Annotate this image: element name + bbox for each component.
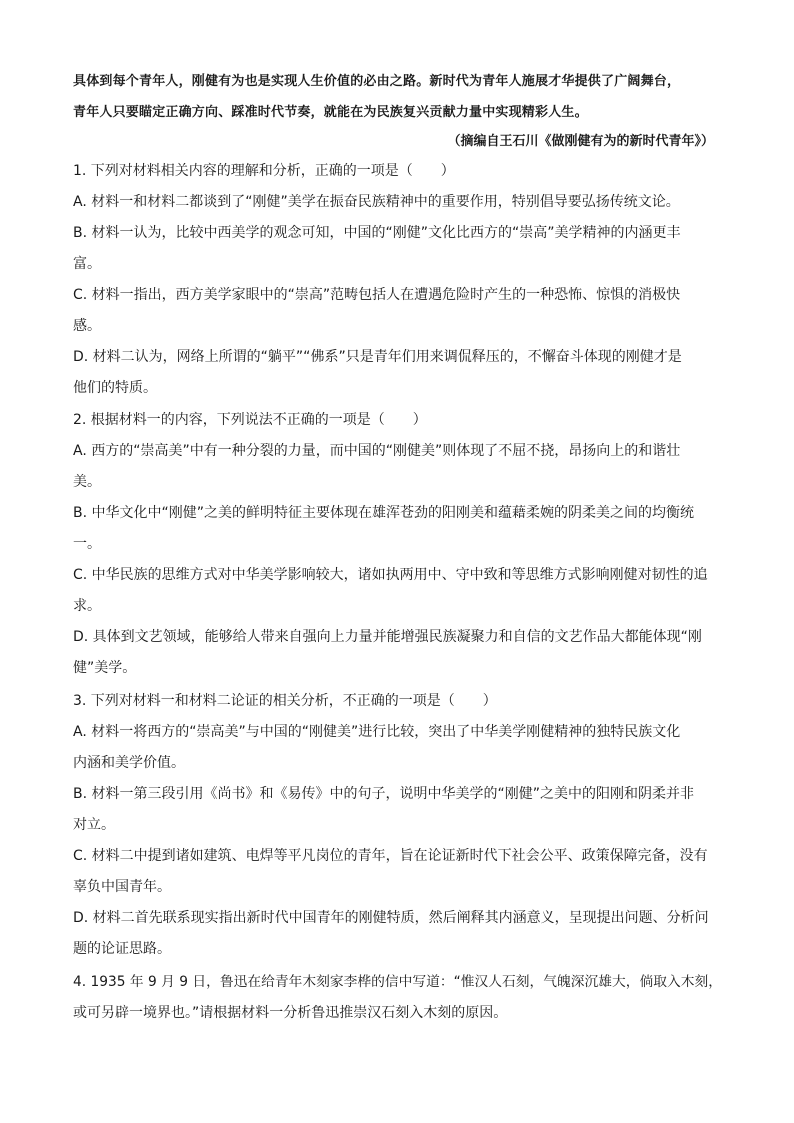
q3-option-c: C. 材料二中提到诸如建筑、电焊等平凡岗位的青年，旨在论证新时代下社会公平、政策保障完备，没有 (73, 848, 708, 864)
q2-option-d: D. 具体到文艺领域，能够给人带来自强向上力量并能增强民族凝聚力和自信的文艺作品大都能体现“刚 (73, 629, 702, 645)
q3-option-c-cont: 辜负中国青年。 (73, 879, 171, 895)
q3-option-d-cont: 题的论证思路。 (73, 941, 171, 957)
source-citation: （摘编自王石川《做刚健有为的新时代青年》） (447, 134, 714, 149)
question-1-stem: 1. 下列对材料相关内容的理解和分析，正确的一项是（ ） (73, 163, 455, 179)
q2-option-c-cont: 求。 (73, 598, 101, 614)
q2-option-a: A. 西方的“崇高美”中有一种分裂的力量，而中国的“刚健美”则体现了不屈不挠，昂扬向上的和谐壮 (73, 443, 681, 459)
q1-option-b-cont: 富。 (73, 256, 101, 272)
q3-option-b: B. 材料一第三段引用《尚书》和《易传》中的句子，说明中华美学的“刚健”之美中的阳刚和阴柔并非 (73, 786, 695, 802)
intro-line-2: 青年人只要瞄定正确方向、踩准时代节奏，就能在为民族复兴贡献力量中实现精彩人生。 (73, 105, 588, 120)
q1-option-d-cont: 他们的特质。 (73, 380, 157, 396)
q1-option-c-cont: 感。 (73, 318, 101, 334)
q3-option-b-cont: 对立。 (73, 817, 115, 833)
q2-option-b: B. 中华文化中“刚健”之美的鲜明特征主要体现在雄浑苍劲的阳刚美和蕴藉柔婉的阴柔美之间的均衡统 (73, 505, 695, 521)
question-2-stem: 2. 根据材料一的内容，下列说法不正确的一项是（ ） (73, 412, 427, 428)
q1-option-c: C. 材料一指出，西方美学家眼中的“崇高”范畴包括人在遭遇危险时产生的一种恐怖、惊惧的消极快 (73, 287, 681, 303)
question-3-stem: 3. 下列对材料一和材料二论证的相关分析，不正确的一项是（ ） (73, 693, 497, 709)
q1-option-b: B. 材料一认为，比较中西美学的观念可知，中国的“刚健”文化比西方的“崇高”美学精神的内涵更丰 (73, 225, 681, 241)
q2-option-d-cont: 健”美学。 (73, 660, 137, 676)
question-4-stem: 4. 1935 年 9 月 9 日，鲁迅在给青年木刻家李桦的信中写道：“惟汉人石刻，气魄深沉雄大，倘取入木刻， (73, 974, 722, 990)
q3-option-a: A. 材料一将西方的“崇高美”与中国的“刚健美”进行比较，突出了中华美学刚健精神的独特民族文化 (73, 724, 681, 740)
q3-option-d: D. 材料二首先联系现实指出新时代中国青年的刚健特质，然后阐释其内涵意义，呈现提出问题、分析问 (73, 910, 709, 926)
q3-option-a-cont: 内涵和美学价值。 (73, 755, 185, 771)
intro-line-1: 具体到每个青年人，刚健有为也是实现人生价值的必由之路。新时代为青年人施展才华提供了广阔舞台， (73, 74, 681, 89)
q1-option-a: A. 材料一和材料二都谈到了“刚健”美学在振奋民族精神中的重要作用，特别倡导要弘扬传统文论。 (73, 194, 680, 210)
q2-option-a-cont: 美。 (73, 474, 101, 490)
q2-option-b-cont: 一。 (73, 536, 101, 552)
q2-option-c: C. 中华民族的思维方式对中华美学影响较大，诸如执两用中、守中致和等思维方式影响刚健对韧性的追 (73, 567, 708, 583)
q1-option-d: D. 材料二认为，网络上所谓的“躺平”“佛系”只是青年们用来调侃释压的，不懈奋斗体现的刚健才是 (73, 349, 682, 365)
question-4-stem-cont: 或可另辟一境界也。”请根据材料一分析鲁迅推崇汉石刻入木刻的原因。 (73, 1005, 508, 1021)
